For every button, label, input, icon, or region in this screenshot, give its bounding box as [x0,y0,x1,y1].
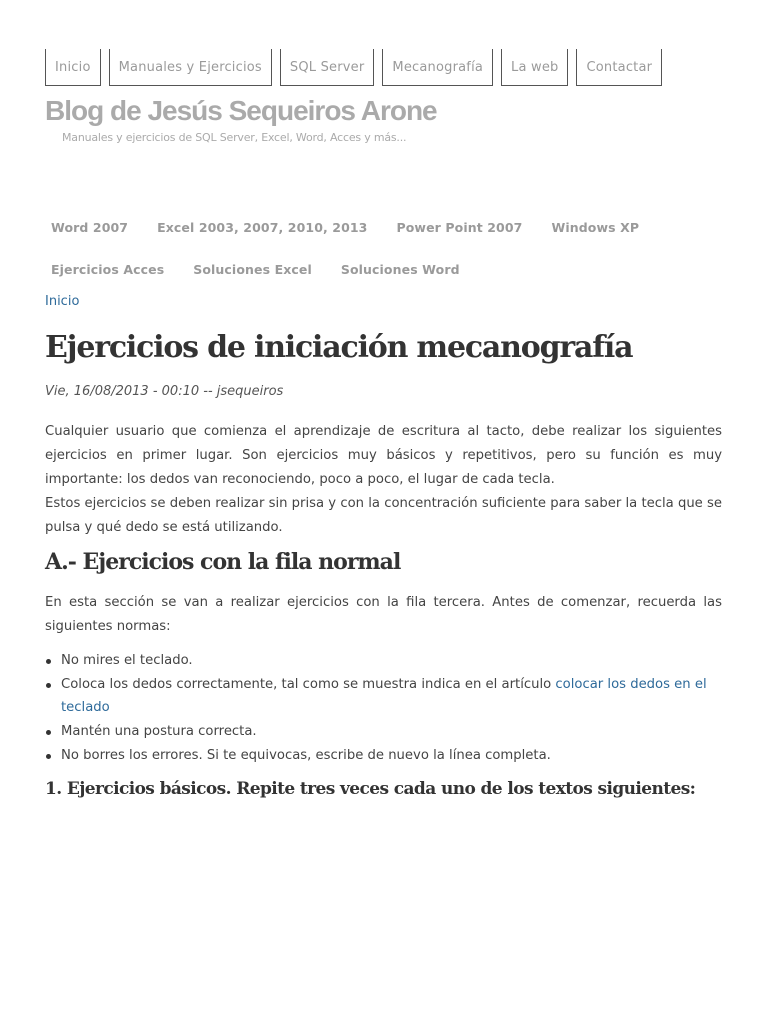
subsection-heading: 1. Ejercicios básicos. Repite tres veces cada uno de los textos siguientes: [45,779,696,799]
list-item [45,674,725,719]
category-nav-row [51,206,711,248]
cat-nav-excel[interactable]: Excel 2003, 2007, 2010, 2013 [157,219,368,235]
top-navigation [45,49,662,86]
cat-nav-windows-xp[interactable]: Windows XP [551,219,640,235]
top-nav-sql-server[interactable]: SQL Server [280,49,375,86]
site-title[interactable]: Blog de Jesús Sequeiros Arone [45,95,437,126]
breadcrumb-home-link[interactable]: Inicio [45,294,80,309]
rules-list [45,650,725,769]
article-intro [45,420,722,540]
cat-nav-soluciones-word[interactable]: Soluciones Word [340,261,460,277]
list-item: No borres los errores. Si te equivocas, escribe de nuevo la línea completa. [45,745,725,768]
site-slogan: Manuales y ejercicios de SQL Server, Excel, Word, Acces y más... [62,131,407,144]
page-title: Ejercicios de iniciación mecanografía [45,330,633,365]
category-navigation [51,206,711,290]
top-nav-mecanografia[interactable]: Mecanografía [382,49,493,86]
list-item: Mantén una postura correcta. [45,721,725,744]
paragraph: Estos ejercicios se deben realizar sin prisa y con la concentración suficiente para saber la tecla que se pulsa y qué dedo se está utilizando. [45,496,722,535]
top-nav-contactar[interactable]: Contactar [576,49,662,86]
top-nav-inicio[interactable]: Inicio [45,49,101,86]
section-intro: En esta sección se van a realizar ejercicios con la fila tercera. Antes de comenzar, recuerda las siguientes normas: [45,595,722,634]
cat-nav-word-2007[interactable]: Word 2007 [51,219,129,235]
category-nav-row [51,248,711,290]
top-nav-manuales[interactable]: Manuales y Ejercicios [109,49,272,86]
cat-nav-power-point[interactable]: Power Point 2007 [396,219,523,235]
cat-nav-ejercicios-acces[interactable]: Ejercicios Acces [51,261,165,277]
article-meta: Vie, 16/08/2013 - 00:10 -- jsequeiros [45,384,284,399]
top-nav-la-web[interactable]: La web [501,49,568,86]
colocar-dedos-link[interactable]: colocar los dedos en el teclado [61,677,707,715]
cat-nav-soluciones-excel[interactable]: Soluciones Excel [193,261,312,277]
list-item-text: Coloca los dedos correctamente, tal como se muestra indica en el artículo [61,677,556,692]
section-heading: A.- Ejercicios con la fila normal [45,549,401,575]
paragraph: Cualquier usuario que comienza el aprendizaje de escritura al tacto, debe realizar los siguientes ejercicios en primer lugar. Son ejercicios muy básicos y repetitivos, pero su función es muy importante: los dedos van reconociendo, poco a poco, el lugar de cada tecla. [45,424,722,487]
list-item: No mires el teclado. [45,650,725,673]
